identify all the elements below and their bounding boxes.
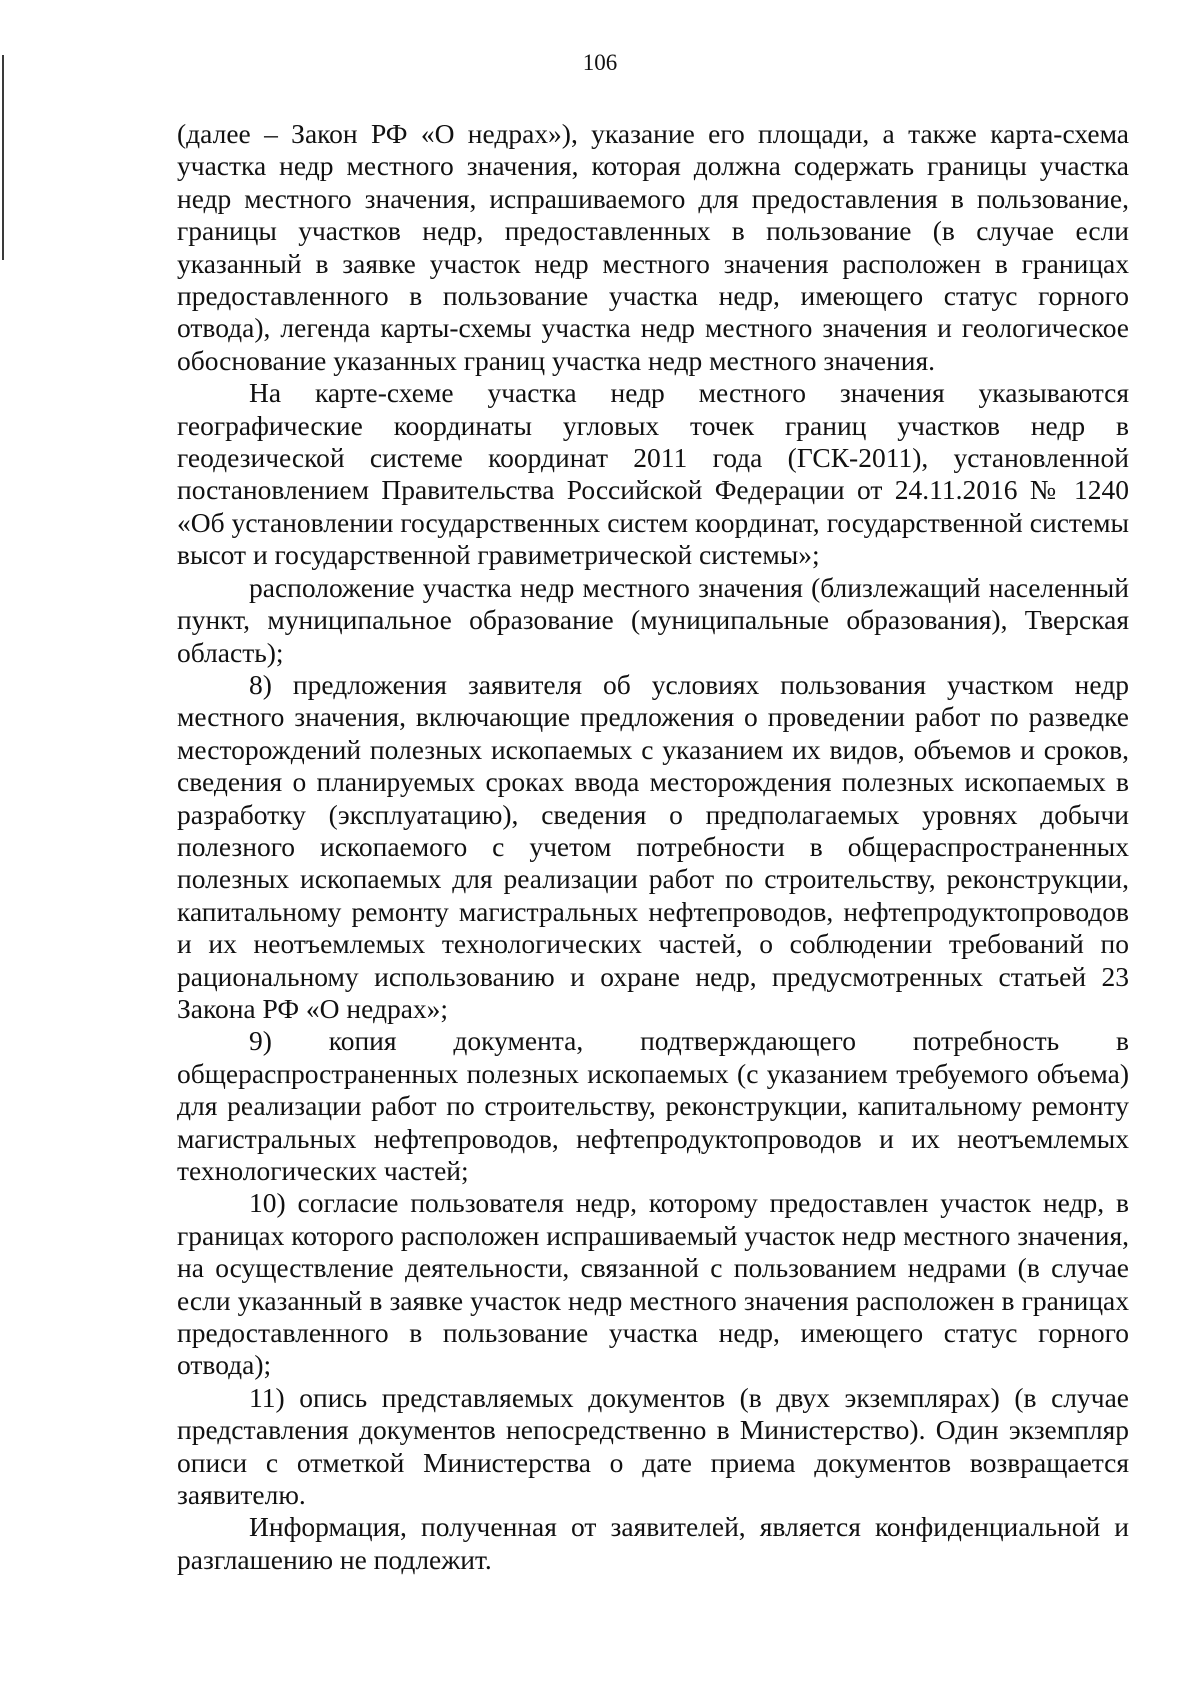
paragraph-location: расположение участка недр местного значения (близлежащий населенный пункт, муниципальное образование (муниципальные образования), Тверская область); (177, 571, 1129, 668)
paragraph-item-9: 9) копия документа, подтверждающего потребность в общераспространенных полезных ископаемых (с указанием требуемого объема) для реализации работ по строительству, реконструкции, капитальному ремонту магистральных нефтепроводов, нефтепродуктопроводов и их неотъемлемых технологических частей; (177, 1025, 1129, 1186)
paragraph-confidentiality: Информация, полученная от заявителей, является конфиденциальной и разглашению не подлежит. (177, 1511, 1129, 1575)
paragraph-item-11: 11) опись представляемых документов (в двух экземплярах) (в случае представления документов непосредственно в Министерство). Один экземпляр описи с отметкой Министерства о дате приема документов возвращается заявителю. (177, 1381, 1129, 1511)
paragraph-map-scheme: На карте-схеме участка недр местного значения указываются географические координаты угловых точек границ участков недр в геодезической системе координат 2011 года (ГСК-2011), установленной постановлением Правительства Российской Федерации от 24.11.2016 № 1240 «Об установлении государственных систем координат, государственной системы высот и государственной гравиметрической системы»; (177, 377, 1129, 571)
document-body (177, 118, 1129, 1576)
paragraph-item-10: 10) согласие пользователя недр, которому предоставлен участок недр, в границах которого расположен испрашиваемый участок недр местного значения, на осуществление деятельности, связанной с пользованием недрами (в случае если указанный в заявке участок недр местного значения расположен в границах предоставленного в пользование участка недр, имеющего статус горного отвода); (177, 1187, 1129, 1381)
page-number: 106 (582, 50, 618, 75)
paragraph-item-8: 8) предложения заявителя об условиях пользования участком недр местного значения, включающие предложения о проведении работ по разведке месторождений полезных ископаемых с указанием их видов, объемов и сроков, сведения о планируемых сроках ввода месторождения полезных ископаемых в разработку (эксплуатацию), сведения о предполагаемых уровнях добычи полезного ископаемого с учетом потребности в общераспространенных полезных ископаемых для реализации работ по строительству, реконструкции, капитальному ремонту магистральных нефтепроводов, нефтепродуктопроводов и их неотъемлемых технологических частей, о соблюдении требований по рациональному использованию и охране недр, предусмотренных статьей 23 Закона РФ «О недрах»; (177, 668, 1129, 1024)
scan-edge-line (2, 55, 4, 260)
paragraph-continuation: (далее – Закон РФ «О недрах»), указание его площади, а также карта-схема участка недр местного значения, которая должна содержать границы участка недр местного значения, испрашиваемого для предоставления в пользование, границы участков недр, предоставленных в пользование (в случае если указанный в заявке участок недр местного значения расположен в границах предоставленного в пользование участка недр, имеющего статус горного отвода), легенда карты-схемы участка недр местного значения и геологическое обоснование указанных границ участка недр местного значения. (177, 118, 1129, 376)
